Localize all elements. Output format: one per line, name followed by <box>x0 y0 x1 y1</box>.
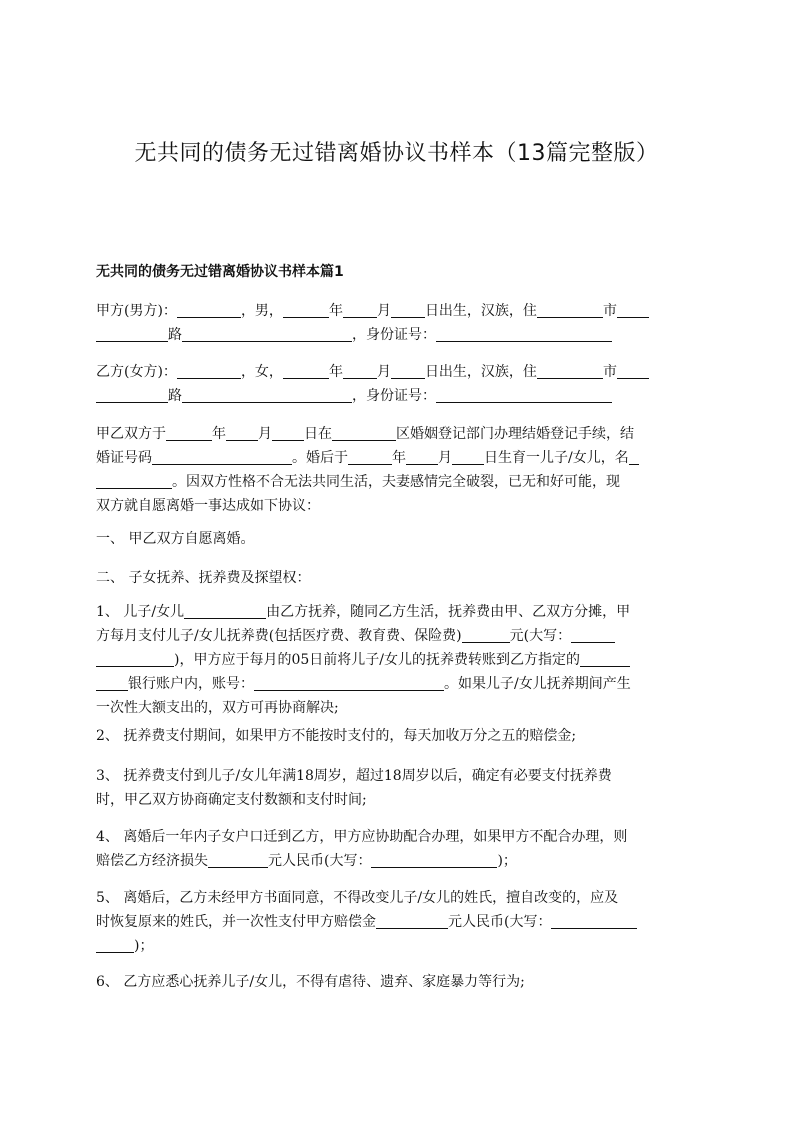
blank-field <box>391 362 425 379</box>
blank-field <box>96 325 168 342</box>
text: 日生育一儿子/女儿，名 <box>484 450 629 466</box>
blank-field <box>283 362 329 379</box>
text: 时恢复原来的姓氏，并一次性支付甲方赔偿金 <box>96 914 376 930</box>
text: )，甲方应于每月的05日前将儿子/女儿的抚养费转账到乙方指定的 <box>174 652 580 668</box>
blank-field <box>152 448 292 465</box>
text: 。如果儿子/女儿抚养期间产生 <box>444 676 631 692</box>
blank-field <box>436 325 612 342</box>
text: 时，甲乙双方协商确定支付数额和支付时间; <box>96 792 367 808</box>
text: 甲乙双方于 <box>96 426 166 442</box>
blank-field <box>177 362 241 379</box>
text: 元人民币(大写： <box>448 914 552 930</box>
text: 市 <box>602 303 617 319</box>
text: 年 <box>392 450 406 466</box>
blank-field <box>254 674 444 691</box>
blank-field <box>406 448 438 465</box>
blank-field <box>184 602 266 619</box>
text: 3、 抚养费支付到儿子/女儿年满18周岁，超过18周岁以后，确定有必要支付抚养费 <box>96 768 612 784</box>
text: 路 <box>168 388 182 404</box>
party-b-paragraph <box>96 360 696 408</box>
blank-field <box>343 301 377 318</box>
text: 日出生，汉族，住 <box>424 364 537 380</box>
text: 路 <box>168 327 182 343</box>
text: 月 <box>376 364 391 380</box>
blank-field <box>462 626 510 643</box>
text: 。因双方性格不合无法共同生活，夫妻感情完全破裂，已无和好可能，现 <box>172 474 620 490</box>
blank-field <box>617 362 649 379</box>
text: 月 <box>258 426 272 442</box>
blank-field <box>283 301 329 318</box>
text: 1、 儿子/女儿 <box>96 604 185 620</box>
clause-1 <box>96 600 696 720</box>
blank-field <box>182 386 352 403</box>
clause-3 <box>96 764 696 812</box>
blank-field <box>182 325 352 342</box>
blank-field <box>551 912 637 929</box>
text: 市 <box>602 364 617 380</box>
text: 5、 离婚后，乙方未经甲方书面同意，不得改变儿子/女儿的姓氏，擅自改变的，应及 <box>96 890 619 906</box>
blank-field <box>391 301 425 318</box>
blank-field <box>371 851 497 868</box>
blank-field <box>208 851 268 868</box>
blank-field <box>537 362 603 379</box>
text: 银行账户内，账号： <box>128 676 254 692</box>
marriage-paragraph <box>96 422 696 518</box>
clause-2: 2、 抚养费支付期间，如果甲方不能按时支付的，每天加收万分之五的赔偿金; <box>96 728 577 744</box>
document-title: 无共同的债务无过错离婚协议书样本（13篇完整版） <box>134 141 659 166</box>
text: )； <box>134 938 154 954</box>
blank-field <box>580 650 630 667</box>
blank-field <box>436 386 612 403</box>
blank-field <box>96 472 172 489</box>
blank-field <box>348 448 392 465</box>
item-two: 二、 子女抚养、抚养费及探望权： <box>96 570 311 586</box>
blank-field <box>96 936 134 953</box>
text: 年 <box>328 303 343 319</box>
blank-field <box>96 674 128 691</box>
text: 日出生，汉族，住 <box>424 303 537 319</box>
clause-6: 6、 乙方应悉心抚养儿子/女儿，不得有虐待、遗弃、家庭暴力等行为; <box>96 974 525 990</box>
text: 元(大写： <box>509 628 572 644</box>
text: 年 <box>328 364 343 380</box>
text: 。婚后于 <box>292 450 348 466</box>
text: ，男， <box>240 303 283 319</box>
text: 由乙方抚养，随同乙方生活，抚养费由甲、乙双方分摊，甲 <box>266 604 631 620</box>
blank-field <box>226 424 258 441</box>
text: 区婚姻登记部门办理结婚登记手续，结 <box>396 426 634 442</box>
section-heading: 无共同的债务无过错离婚协议书样本篇1 <box>96 264 344 280</box>
text: 方每月支付儿子/女儿抚养费(包括医疗费、教育费、保险费) <box>96 628 462 644</box>
text: 月 <box>438 450 452 466</box>
blank-field <box>96 650 174 667</box>
text: 4、 离婚后一年内子女户口迁到乙方，甲方应协助配合办理，如果甲方不配合办理，则 <box>96 829 628 845</box>
text: ，女， <box>240 364 283 380</box>
party-a-paragraph <box>96 299 696 347</box>
text: )； <box>497 853 517 869</box>
clause-5 <box>96 886 696 958</box>
blank-field <box>452 448 484 465</box>
text: 日在 <box>304 426 332 442</box>
text: 一次性大额支出的，双方可再协商解决; <box>96 700 339 716</box>
blank-field <box>177 301 241 318</box>
text: ，身份证号： <box>352 327 436 343</box>
text: 元人民币(大写： <box>268 853 372 869</box>
blank-field <box>571 626 615 643</box>
blank-field <box>343 362 377 379</box>
blank-field <box>272 424 304 441</box>
text: 赔偿乙方经济损失 <box>96 853 208 869</box>
text: 年 <box>212 426 226 442</box>
clause-4 <box>96 825 696 873</box>
blank-field <box>96 386 168 403</box>
blank-field <box>537 301 603 318</box>
text: ，身份证号： <box>352 388 436 404</box>
blank-field <box>617 301 649 318</box>
blank-field <box>332 424 396 441</box>
text: 月 <box>376 303 391 319</box>
blank-field <box>376 912 448 929</box>
party-b-label: 乙方(女方)： <box>96 364 177 380</box>
item-one: 一、 甲乙双方自愿离婚。 <box>96 531 255 547</box>
text: 双方就自愿离婚一事达成如下协议： <box>96 498 320 514</box>
text: 婚证号码 <box>96 450 152 466</box>
blank-field <box>629 448 639 465</box>
blank-field <box>166 424 212 441</box>
party-a-label: 甲方(男方)： <box>96 303 177 319</box>
